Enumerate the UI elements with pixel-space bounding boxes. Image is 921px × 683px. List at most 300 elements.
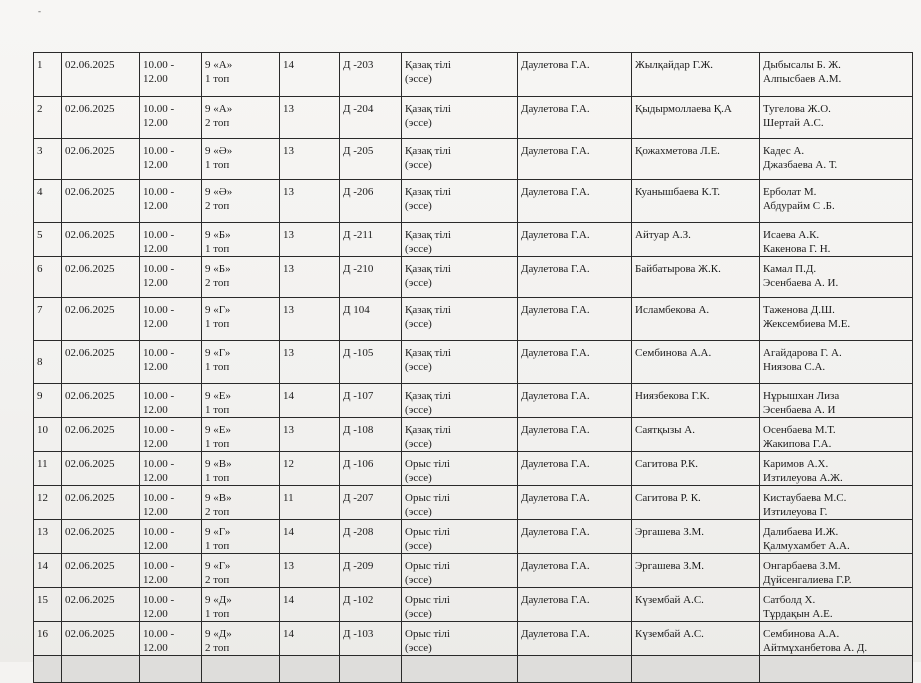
class-group-line: 9 «В» [205,492,232,504]
row-number-cell: 8 [34,341,62,384]
exam-time-line: 10.00 - [143,560,175,572]
class-group-cell [202,257,280,298]
subject-line: Қазақ тілі [405,229,451,241]
student-count-cell: 13 [280,554,340,588]
assistant-name-cell: Ниязбекова Г.К. [632,384,760,418]
class-group-cell [202,554,280,588]
row-number-cell: 2 [34,97,62,139]
row-number-cell: 14 [34,554,62,588]
row-number-cell: 13 [34,520,62,554]
subject-cell [402,180,518,223]
room-number-cell: Д -102 [340,588,402,622]
row-number-cell: 16 [34,622,62,656]
subject-line: Орыс тілі [405,458,450,470]
class-group-cell [202,452,280,486]
exam-time-line: 12.00 [143,608,168,620]
exam-time-line: 12.00 [143,73,168,85]
teacher-name-cell: Даулетова Г.А. [518,588,632,622]
observer-names-line: Таженова Д.Ш. [763,304,835,316]
subject-line: (эссе) [405,540,432,552]
empty-cell [202,656,280,683]
observer-names-cell [760,97,913,139]
room-number-cell: Д -204 [340,97,402,139]
room-number-cell: Д -206 [340,180,402,223]
table-row [34,97,913,139]
row-number-cell: 7 [34,298,62,341]
subject-line: (эссе) [405,574,432,586]
subject-cell [402,223,518,257]
exam-time-line: 12.00 [143,361,168,373]
exam-time-line: 10.00 - [143,103,175,115]
table-row [34,418,913,452]
student-count-cell: 13 [280,298,340,341]
class-group-line: 9 «Ә» [205,145,233,157]
student-count-cell: 14 [280,384,340,418]
exam-date-cell: 02.06.2025 [62,588,140,622]
observer-names-line: Агайдарова Г. А. [763,347,842,359]
class-group-cell [202,53,280,97]
empty-cell [34,656,62,683]
assistant-name-cell: Айтуар А.З. [632,223,760,257]
empty-cell [402,656,518,683]
exam-time-cell [140,341,202,384]
class-group-line: 1 топ [205,540,230,552]
subject-line: Қазақ тілі [405,424,451,436]
student-count-cell: 14 [280,622,340,656]
observer-names-line: Шертай А.С. [763,117,824,129]
class-group-cell [202,341,280,384]
exam-time-cell [140,554,202,588]
observer-names-cell [760,257,913,298]
exam-time-line: 10.00 - [143,458,175,470]
assistant-name-cell: Байбатырова Ж.К. [632,257,760,298]
class-group-line: 9 «Е» [205,424,231,436]
class-group-cell [202,180,280,223]
subject-cell [402,97,518,139]
class-group-cell [202,223,280,257]
class-group-line: 9 «Г» [205,526,231,538]
subject-line: (эссе) [405,277,432,289]
room-number-cell: Д -103 [340,622,402,656]
class-group-line: 1 топ [205,361,230,373]
exam-time-line: 10.00 - [143,390,175,402]
class-group-cell [202,520,280,554]
exam-time-line: 10.00 - [143,628,175,640]
exam-time-line: 12.00 [143,277,168,289]
subject-cell [402,139,518,180]
observer-names-line: Далибаева И.Ж. [763,526,839,538]
exam-date-cell: 02.06.2025 [62,452,140,486]
class-group-cell [202,384,280,418]
student-count-cell: 13 [280,97,340,139]
class-group-line: 1 топ [205,404,230,416]
assistant-name-cell: Сагитова Р.К. [632,452,760,486]
exam-time-line: 12.00 [143,243,168,255]
subject-line: (эссе) [405,608,432,620]
class-group-cell [202,298,280,341]
class-group-line: 9 «А» [205,59,233,71]
table-row [34,384,913,418]
teacher-name-cell: Даулетова Г.А. [518,520,632,554]
class-group-line: 1 топ [205,243,230,255]
room-number-cell: Д -208 [340,520,402,554]
observer-names-line: Кистаубаева М.С. [763,492,847,504]
assistant-name-cell: Сагитова Р. К. [632,486,760,520]
subject-cell [402,341,518,384]
assistant-name-cell: Күзембай А.С. [632,622,760,656]
teacher-name-cell: Даулетова Г.А. [518,384,632,418]
table-row [34,622,913,656]
table-row [34,53,913,97]
exam-time-line: 12.00 [143,574,168,586]
exam-date-cell: 02.06.2025 [62,486,140,520]
subject-line: (эссе) [405,438,432,450]
class-group-line: 1 топ [205,608,230,620]
exam-time-line: 10.00 - [143,304,175,316]
room-number-cell: Д -205 [340,139,402,180]
header-mark: - [38,6,41,16]
observer-names-line: Жексембиева М.Е. [763,318,851,330]
class-group-line: 2 топ [205,642,230,654]
class-group-line: 9 «Д» [205,594,232,606]
exam-time-cell [140,298,202,341]
observer-names-cell [760,418,913,452]
table-row [34,341,913,384]
row-number-cell: 11 [34,452,62,486]
exam-date-cell: 02.06.2025 [62,622,140,656]
observer-names-line: Какенова Г. Н. [763,243,831,255]
subject-line: Орыс тілі [405,526,450,538]
student-count-cell: 13 [280,139,340,180]
observer-names-line: Алпысбаев А.М. [763,73,842,85]
observer-names-line: Камал П.Д. [763,263,817,275]
row-number-cell: 4 [34,180,62,223]
teacher-name-cell: Даулетова Г.А. [518,139,632,180]
observer-names-line: Айтмұханбетова А. Д. [763,642,868,654]
room-number-cell: Д -106 [340,452,402,486]
subject-line: Қазақ тілі [405,59,451,71]
class-group-line: 9 «Г» [205,560,231,572]
row-number-cell: 9 [34,384,62,418]
observer-names-cell [760,452,913,486]
subject-cell [402,452,518,486]
row-number-cell: 10 [34,418,62,452]
observer-names-line: Джазбаева А. Т. [763,159,838,171]
observer-names-line: Сатболд Х. [763,594,816,606]
class-group-line: 2 топ [205,117,230,129]
class-group-line: 1 топ [205,73,230,85]
table-row [34,298,913,341]
exam-date-cell: 02.06.2025 [62,384,140,418]
room-number-cell: Д -207 [340,486,402,520]
exam-date-cell: 02.06.2025 [62,257,140,298]
exam-date-cell: 02.06.2025 [62,223,140,257]
observer-names-cell [760,384,913,418]
table-row [34,520,913,554]
observer-names-cell [760,180,913,223]
table-row [34,452,913,486]
subject-line: Орыс тілі [405,594,450,606]
table-row [34,180,913,223]
assistant-name-cell: Куанышбаева К.Т. [632,180,760,223]
class-group-line: 1 топ [205,472,230,484]
observer-names-line: Дүйсенгалиева Г.Р. [763,574,852,586]
observer-names-line: Эсенбаева А. И [763,404,836,416]
exam-time-line: 12.00 [143,404,168,416]
table-row [34,257,913,298]
exam-date-cell: 02.06.2025 [62,520,140,554]
exam-time-cell [140,418,202,452]
assistant-name-cell: Күзембай А.С. [632,588,760,622]
subject-line: (эссе) [405,73,432,85]
observer-names-line: Каримов А.Х. [763,458,829,470]
subject-line: Қазақ тілі [405,145,451,157]
exam-date-cell: 02.06.2025 [62,341,140,384]
student-count-cell: 13 [280,341,340,384]
table-row [34,139,913,180]
observer-names-line: Тұрдақын А.Е. [763,608,833,620]
table-row [34,588,913,622]
observer-names-cell [760,588,913,622]
exam-time-line: 10.00 - [143,594,175,606]
empty-cell [140,656,202,683]
exam-time-line: 10.00 - [143,186,175,198]
row-number-cell: 12 [34,486,62,520]
subject-line: (эссе) [405,318,432,330]
subject-cell [402,588,518,622]
class-group-cell [202,139,280,180]
exam-date-cell: 02.06.2025 [62,139,140,180]
observer-names-line: Изтилеуова Г. [763,506,828,518]
student-count-cell: 14 [280,588,340,622]
class-group-line: 2 топ [205,574,230,586]
class-group-line: 9 «Ә» [205,186,233,198]
exam-time-line: 10.00 - [143,424,175,436]
subject-line: Орыс тілі [405,492,450,504]
class-group-line: 9 «А» [205,103,233,115]
observer-names-cell [760,554,913,588]
exam-time-line: 10.00 - [143,263,175,275]
subject-line: (эссе) [405,361,432,373]
observer-names-cell [760,223,913,257]
exam-date-cell: 02.06.2025 [62,418,140,452]
room-number-cell: Д -209 [340,554,402,588]
subject-line: Қазақ тілі [405,347,451,359]
exam-time-line: 10.00 - [143,492,175,504]
subject-line: Қазақ тілі [405,304,451,316]
student-count-cell: 13 [280,257,340,298]
teacher-name-cell: Даулетова Г.А. [518,341,632,384]
class-group-line: 9 «Д» [205,628,232,640]
subject-cell [402,53,518,97]
exam-time-cell [140,384,202,418]
schedule-rows [34,53,913,683]
teacher-name-cell: Даулетова Г.А. [518,257,632,298]
assistant-name-cell: Қыдырмоллаева Қ.А [632,97,760,139]
subject-cell [402,257,518,298]
exam-time-cell [140,588,202,622]
exam-time-cell [140,53,202,97]
room-number-cell: Д -210 [340,257,402,298]
subject-line: (эссе) [405,404,432,416]
observer-names-line: Дыбысалы Б. Ж. [763,59,841,71]
observer-names-line: Жакипова Г.А. [763,438,832,450]
teacher-name-cell: Даулетова Г.А. [518,486,632,520]
class-group-cell [202,486,280,520]
class-group-line: 1 топ [205,318,230,330]
exam-date-cell: 02.06.2025 [62,298,140,341]
student-count-cell: 13 [280,223,340,257]
subject-cell [402,622,518,656]
observer-names-line: Тугелова Ж.О. [763,103,831,115]
subject-line: (эссе) [405,243,432,255]
room-number-cell: Д 104 [340,298,402,341]
subject-line: (эссе) [405,472,432,484]
observer-names-cell [760,298,913,341]
exam-date-cell: 02.06.2025 [62,180,140,223]
subject-line: Қазақ тілі [405,103,451,115]
exam-time-line: 10.00 - [143,59,175,71]
exam-time-line: 10.00 - [143,347,175,359]
observer-names-line: Кадес А. [763,145,805,157]
subject-line: (эссе) [405,506,432,518]
exam-time-cell [140,97,202,139]
class-group-line: 9 «Е» [205,390,231,402]
student-count-cell: 14 [280,53,340,97]
subject-line: Қазақ тілі [405,263,451,275]
class-group-line: 9 «Г» [205,304,231,316]
subject-cell [402,486,518,520]
teacher-name-cell: Даулетова Г.А. [518,298,632,341]
empty-table-row [34,656,913,683]
teacher-name-cell: Даулетова Г.А. [518,223,632,257]
class-group-line: 2 топ [205,506,230,518]
empty-cell [518,656,632,683]
table-row [34,486,913,520]
exam-time-line: 12.00 [143,506,168,518]
exam-time-line: 12.00 [143,438,168,450]
assistant-name-cell: Саятқызы А. [632,418,760,452]
observer-names-line: Қалмухамбет А.А. [763,540,850,552]
exam-time-line: 12.00 [143,159,168,171]
exam-time-line: 12.00 [143,540,168,552]
subject-line: Қазақ тілі [405,186,451,198]
empty-cell [280,656,340,683]
student-count-cell: 13 [280,418,340,452]
student-count-cell: 11 [280,486,340,520]
student-count-cell: 12 [280,452,340,486]
assistant-name-cell: Жылқайдар Г.Ж. [632,53,760,97]
student-count-cell: 14 [280,520,340,554]
observer-names-line: Исаева А.К. [763,229,820,241]
empty-cell [340,656,402,683]
class-group-line: 9 «Г» [205,347,231,359]
subject-cell [402,384,518,418]
class-group-line: 2 топ [205,200,230,212]
class-group-line: 1 топ [205,438,230,450]
subject-cell [402,418,518,452]
subject-line: Орыс тілі [405,628,450,640]
observer-names-cell [760,341,913,384]
exam-schedule-table [33,52,913,683]
observer-names-line: Онгарбаева З.М. [763,560,841,572]
subject-line: (эссе) [405,117,432,129]
row-number-cell: 15 [34,588,62,622]
assistant-name-cell: Исламбекова А. [632,298,760,341]
observer-names-line: Осенбаева М.Т. [763,424,836,436]
teacher-name-cell: Даулетова Г.А. [518,97,632,139]
class-group-line: 9 «В» [205,458,232,470]
row-number-cell: 6 [34,257,62,298]
class-group-line: 1 топ [205,159,230,171]
row-number-cell: 5 [34,223,62,257]
teacher-name-cell: Даулетова Г.А. [518,452,632,486]
room-number-cell: Д -105 [340,341,402,384]
exam-time-line: 12.00 [143,117,168,129]
exam-time-line: 12.00 [143,472,168,484]
subject-cell [402,298,518,341]
empty-cell [632,656,760,683]
class-group-cell [202,97,280,139]
exam-time-line: 10.00 - [143,526,175,538]
observer-names-line: Ерболат М. [763,186,817,198]
subject-line: (эссе) [405,200,432,212]
room-number-cell: Д -108 [340,418,402,452]
observer-names-line: Изтилеуова А.Ж. [763,472,843,484]
exam-time-cell [140,180,202,223]
exam-time-cell [140,223,202,257]
exam-time-cell [140,486,202,520]
room-number-cell: Д -211 [340,223,402,257]
assistant-name-cell: Эргашева З.М. [632,520,760,554]
exam-time-line: 12.00 [143,200,168,212]
observer-names-cell [760,139,913,180]
class-group-cell [202,622,280,656]
row-number-cell: 3 [34,139,62,180]
assistant-name-cell: Эргашева З.М. [632,554,760,588]
class-group-line: 9 «Б» [205,229,231,241]
observer-names-cell [760,520,913,554]
observer-names-cell [760,622,913,656]
class-group-line: 2 топ [205,277,230,289]
observer-names-line: Абдурайм С .Б. [763,200,835,212]
observer-names-line: Эсенбаева А. И. [763,277,839,289]
table-row [34,223,913,257]
student-count-cell: 13 [280,180,340,223]
exam-time-line: 12.00 [143,642,168,654]
table-row [34,554,913,588]
exam-date-cell: 02.06.2025 [62,97,140,139]
exam-time-cell [140,520,202,554]
teacher-name-cell: Даулетова Г.А. [518,53,632,97]
observer-names-cell [760,53,913,97]
exam-time-cell [140,257,202,298]
row-number-cell: 1 [34,53,62,97]
observer-names-cell [760,486,913,520]
teacher-name-cell: Даулетова Г.А. [518,180,632,223]
exam-time-line: 10.00 - [143,145,175,157]
observer-names-line: Сембинова А.А. [763,628,840,640]
room-number-cell: Д -107 [340,384,402,418]
subject-line: Қазақ тілі [405,390,451,402]
class-group-cell [202,418,280,452]
exam-time-line: 10.00 - [143,229,175,241]
subject-line: (эссе) [405,159,432,171]
teacher-name-cell: Даулетова Г.А. [518,622,632,656]
subject-line: Орыс тілі [405,560,450,572]
exam-date-cell: 02.06.2025 [62,554,140,588]
subject-line: (эссе) [405,642,432,654]
